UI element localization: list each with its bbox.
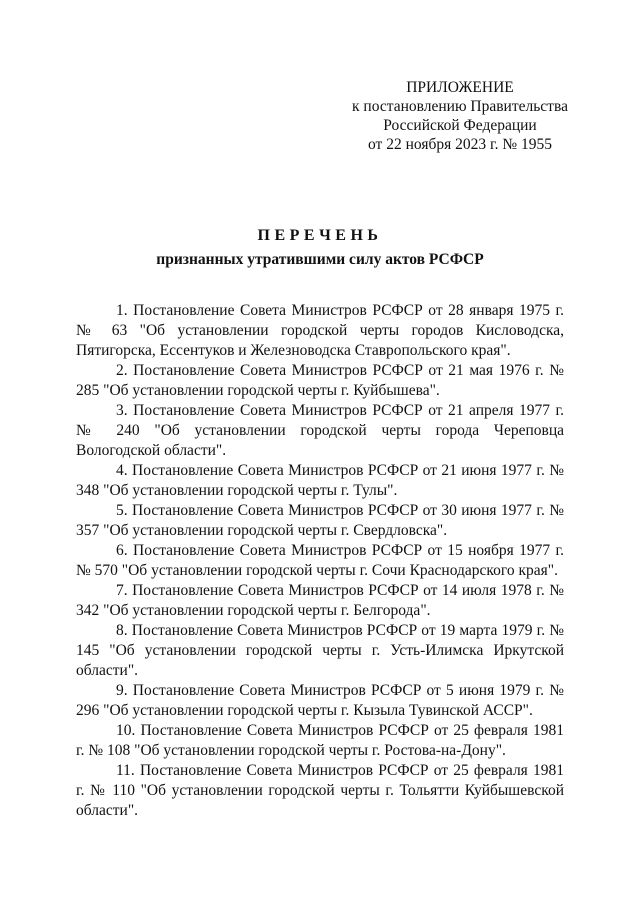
list-item: 9. Постановление Совета Министров РСФСР от 5 июня 1979 г. № 296 "Об установлении городской черты г. Кызыла Тувинской АССР". [76,682,564,719]
appendix-date-line: от 22 ноября 2023 г. № 1955 [368,136,552,153]
list-item: 2. Постановление Совета Министров РСФСР от 21 мая 1976 г. № 285 "Об установлении городской черты г. Куйбышева". [76,362,564,399]
list-item: 11. Постановление Совета Министров РСФСР от 25 февраля 1981 г. № 110 "Об установлении городской черты г. Тольятти Куйбышевской области". [76,762,564,819]
list-item: 4. Постановление Совета Министров РСФСР от 21 июня 1977 г. № 348 "Об установлении городской черты г. Тулы". [76,462,564,499]
list-item: 1. Постановление Совета Министров РСФСР от 28 января 1975 г. № 63 "Об установлении городской черты городов Кисловодска, Пятигорска, Ессентуков и Железноводска Ставропольского края". [76,302,564,359]
document-subtitle: признанных утратившими силу актов РСФСР [156,251,484,268]
appendix-resolution-line: к постановлению Правительства [352,98,568,115]
document-title: ПЕРЕЧЕНЬ [257,227,383,244]
list-item: 5. Постановление Совета Министров РСФСР от 30 июня 1977 г. № 357 "Об установлении городской черты г. Свердловска". [76,502,564,539]
list-item: 3. Постановление Совета Министров РСФСР от 21 апреля 1977 г. № 240 "Об установлении городской черты города Череповца Вологодской области". [76,402,564,459]
list-item: 8. Постановление Совета Министров РСФСР от 19 марта 1979 г. № 145 "Об установлении городской черты г. Усть-Илимска Иркутской области". [76,622,564,679]
appendix-label: ПРИЛОЖЕНИЕ [406,79,514,96]
list-item: 7. Постановление Совета Министров РСФСР от 14 июля 1978 г. № 342 "Об установлении городской черты г. Белгорода". [76,582,564,619]
appendix-government-line: Российской Федерации [383,117,537,134]
list-item: 10. Постановление Совета Министров РСФСР от 25 февраля 1981 г. № 108 "Об установлении городской черты г. Ростова-на-Дону". [76,722,564,759]
list-item: 6. Постановление Совета Министров РСФСР от 15 ноября 1977 г. № 570 "Об установлении городской черты г. Сочи Краснодарского края". [76,542,564,579]
acts-list [76,301,564,821]
appendix-header [340,78,580,154]
